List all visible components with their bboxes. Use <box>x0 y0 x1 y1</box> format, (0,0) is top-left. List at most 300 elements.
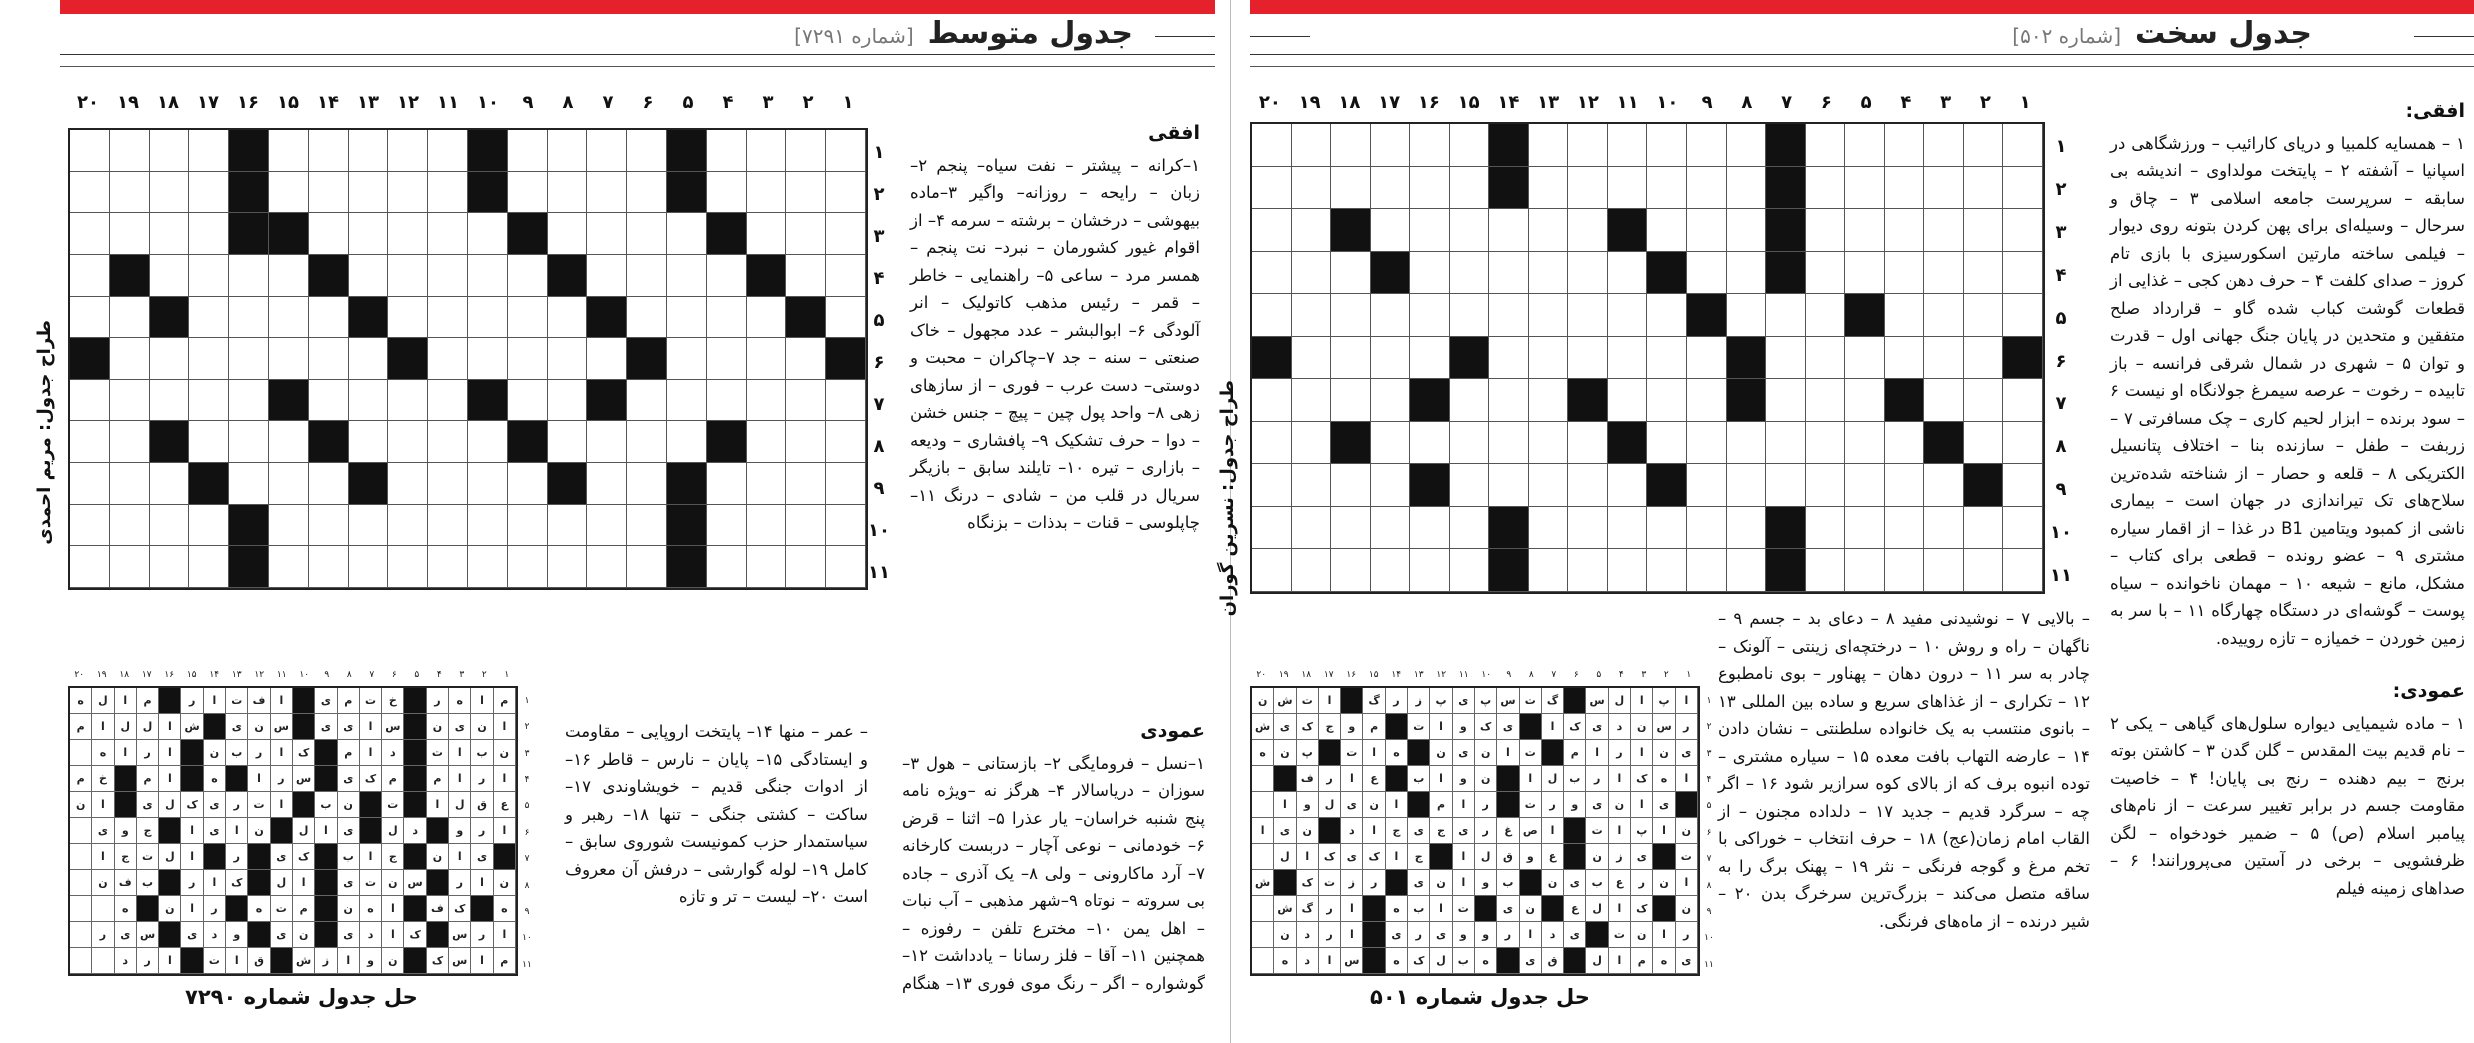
grid-cell[interactable] <box>587 463 627 505</box>
grid-cell[interactable] <box>826 505 866 547</box>
grid-cell[interactable] <box>1568 422 1608 465</box>
grid-cell[interactable] <box>747 421 787 463</box>
grid-cell[interactable] <box>1964 337 2004 380</box>
grid-cell[interactable] <box>1568 124 1608 167</box>
grid-cell[interactable] <box>269 505 309 547</box>
grid-cell[interactable] <box>1766 464 1806 507</box>
grid-cell[interactable] <box>309 172 349 214</box>
grid-cell[interactable] <box>349 130 389 172</box>
grid-cell[interactable] <box>1806 549 1846 592</box>
grid-cell[interactable] <box>786 546 826 588</box>
grid-cell[interactable] <box>508 338 548 380</box>
grid-cell[interactable] <box>1410 549 1450 592</box>
grid-cell[interactable] <box>508 546 548 588</box>
grid-cell[interactable] <box>1331 167 1371 210</box>
grid-cell[interactable] <box>1489 464 1529 507</box>
grid-cell[interactable] <box>1331 464 1371 507</box>
grid-cell[interactable] <box>1647 124 1687 167</box>
grid-cell[interactable] <box>349 421 389 463</box>
grid-cell[interactable] <box>627 255 667 297</box>
grid-cell[interactable] <box>786 172 826 214</box>
grid-cell[interactable] <box>349 380 389 422</box>
grid-cell[interactable] <box>508 505 548 547</box>
grid-cell[interactable] <box>110 338 150 380</box>
grid-cell[interactable] <box>667 213 707 255</box>
grid-cell[interactable] <box>150 213 190 255</box>
grid-cell[interactable] <box>627 297 667 339</box>
grid-cell[interactable] <box>388 380 428 422</box>
grid-cell[interactable] <box>1410 209 1450 252</box>
grid-cell[interactable] <box>508 172 548 214</box>
grid-cell[interactable] <box>1331 294 1371 337</box>
grid-cell[interactable] <box>388 297 428 339</box>
grid-cell[interactable] <box>428 297 468 339</box>
grid-cell[interactable] <box>1924 167 1964 210</box>
grid-cell[interactable] <box>1727 209 1767 252</box>
grid-cell[interactable] <box>1924 294 1964 337</box>
grid-cell[interactable] <box>548 172 588 214</box>
grid-cell[interactable] <box>1924 209 1964 252</box>
grid-cell[interactable] <box>548 505 588 547</box>
grid-cell[interactable] <box>1727 124 1767 167</box>
grid-cell[interactable] <box>548 380 588 422</box>
grid-cell[interactable] <box>707 463 747 505</box>
grid-cell[interactable] <box>1727 167 1767 210</box>
grid-cell[interactable] <box>1647 337 1687 380</box>
grid-cell[interactable] <box>70 421 110 463</box>
grid-cell[interactable] <box>428 463 468 505</box>
grid-cell[interactable] <box>1331 252 1371 295</box>
grid-cell[interactable] <box>1292 252 1332 295</box>
grid-cell[interactable] <box>189 255 229 297</box>
grid-cell[interactable] <box>309 505 349 547</box>
grid-cell[interactable] <box>587 546 627 588</box>
grid-cell[interactable] <box>1885 124 1925 167</box>
grid-cell[interactable] <box>1292 379 1332 422</box>
grid-cell[interactable] <box>229 421 269 463</box>
grid-cell[interactable] <box>1529 549 1569 592</box>
grid-cell[interactable] <box>1608 337 1648 380</box>
grid-cell[interactable] <box>627 421 667 463</box>
grid-cell[interactable] <box>1608 379 1648 422</box>
grid-cell[interactable] <box>1292 464 1332 507</box>
grid-cell[interactable] <box>548 213 588 255</box>
grid-cell[interactable] <box>627 172 667 214</box>
grid-cell[interactable] <box>1766 422 1806 465</box>
grid-cell[interactable] <box>707 130 747 172</box>
grid-cell[interactable] <box>1529 252 1569 295</box>
grid-cell[interactable] <box>388 505 428 547</box>
grid-cell[interactable] <box>70 130 110 172</box>
grid-cell[interactable] <box>269 421 309 463</box>
grid-cell[interactable] <box>786 421 826 463</box>
grid-cell[interactable] <box>707 172 747 214</box>
grid-cell[interactable] <box>1687 549 1727 592</box>
grid-cell[interactable] <box>1687 209 1727 252</box>
grid-cell[interactable] <box>786 505 826 547</box>
grid-cell[interactable] <box>1568 252 1608 295</box>
grid-cell[interactable] <box>2003 167 2043 210</box>
grid-cell[interactable] <box>707 338 747 380</box>
grid-cell[interactable] <box>110 546 150 588</box>
grid-cell[interactable] <box>1292 337 1332 380</box>
grid-cell[interactable] <box>2003 379 2043 422</box>
grid-cell[interactable] <box>1608 124 1648 167</box>
grid-cell[interactable] <box>1252 422 1292 465</box>
grid-cell[interactable] <box>1687 337 1727 380</box>
grid-cell[interactable] <box>70 297 110 339</box>
grid-cell[interactable] <box>1608 252 1648 295</box>
grid-cell[interactable] <box>229 463 269 505</box>
grid-cell[interactable] <box>1647 549 1687 592</box>
grid-cell[interactable] <box>1885 252 1925 295</box>
grid-cell[interactable] <box>349 338 389 380</box>
grid-cell[interactable] <box>2003 507 2043 550</box>
grid-cell[interactable] <box>1568 294 1608 337</box>
grid-cell[interactable] <box>627 505 667 547</box>
grid-cell[interactable] <box>1924 337 1964 380</box>
grid-cell[interactable] <box>826 130 866 172</box>
grid-cell[interactable] <box>1568 209 1608 252</box>
grid-cell[interactable] <box>1806 464 1846 507</box>
grid-cell[interactable] <box>1371 379 1411 422</box>
grid-cell[interactable] <box>309 130 349 172</box>
grid-cell[interactable] <box>1687 507 1727 550</box>
grid-cell[interactable] <box>1845 124 1885 167</box>
grid-cell[interactable] <box>1845 252 1885 295</box>
grid-cell[interactable] <box>468 505 508 547</box>
grid-cell[interactable] <box>229 297 269 339</box>
grid-cell[interactable] <box>707 380 747 422</box>
grid-cell[interactable] <box>1410 252 1450 295</box>
grid-cell[interactable] <box>309 463 349 505</box>
grid-cell[interactable] <box>1410 124 1450 167</box>
grid-cell[interactable] <box>1252 507 1292 550</box>
grid-cell[interactable] <box>1608 507 1648 550</box>
grid-cell[interactable] <box>229 380 269 422</box>
grid-cell[interactable] <box>1647 294 1687 337</box>
grid-cell[interactable] <box>1371 464 1411 507</box>
grid-cell[interactable] <box>1964 294 2004 337</box>
grid-cell[interactable] <box>1292 507 1332 550</box>
grid-cell[interactable] <box>388 546 428 588</box>
grid-cell[interactable] <box>269 463 309 505</box>
grid-cell[interactable] <box>110 297 150 339</box>
grid-cell[interactable] <box>468 421 508 463</box>
grid-cell[interactable] <box>388 421 428 463</box>
grid-cell[interactable] <box>269 297 309 339</box>
grid-cell[interactable] <box>1845 507 1885 550</box>
grid-cell[interactable] <box>269 546 309 588</box>
grid-cell[interactable] <box>1568 337 1608 380</box>
grid-cell[interactable] <box>1292 167 1332 210</box>
grid-cell[interactable] <box>1331 507 1371 550</box>
grid-cell[interactable] <box>1806 252 1846 295</box>
grid-cell[interactable] <box>587 172 627 214</box>
grid-cell[interactable] <box>1885 167 1925 210</box>
grid-cell[interactable] <box>1885 337 1925 380</box>
grid-cell[interactable] <box>1924 507 1964 550</box>
grid-cell[interactable] <box>826 546 866 588</box>
grid-cell[interactable] <box>1964 252 2004 295</box>
grid-cell[interactable] <box>1964 549 2004 592</box>
grid-cell[interactable] <box>1489 422 1529 465</box>
grid-cell[interactable] <box>1964 507 2004 550</box>
grid-cell[interactable] <box>1608 294 1648 337</box>
grid-cell[interactable] <box>189 546 229 588</box>
grid-cell[interactable] <box>1806 422 1846 465</box>
grid-cell[interactable] <box>786 255 826 297</box>
grid-cell[interactable] <box>1371 549 1411 592</box>
grid-cell[interactable] <box>70 463 110 505</box>
grid-cell[interactable] <box>627 463 667 505</box>
grid-cell[interactable] <box>150 463 190 505</box>
grid-cell[interactable] <box>1529 209 1569 252</box>
grid-cell[interactable] <box>70 546 110 588</box>
grid-cell[interactable] <box>1252 252 1292 295</box>
grid-cell[interactable] <box>826 463 866 505</box>
grid-cell[interactable] <box>508 297 548 339</box>
grid-cell[interactable] <box>1687 252 1727 295</box>
grid-cell[interactable] <box>1845 549 1885 592</box>
grid-cell[interactable] <box>1885 507 1925 550</box>
grid-cell[interactable] <box>747 463 787 505</box>
grid-cell[interactable] <box>110 421 150 463</box>
grid-cell[interactable] <box>1489 252 1529 295</box>
grid-cell[interactable] <box>70 505 110 547</box>
grid-cell[interactable] <box>1410 507 1450 550</box>
grid-cell[interactable] <box>1529 294 1569 337</box>
grid-cell[interactable] <box>747 546 787 588</box>
grid-cell[interactable] <box>1727 507 1767 550</box>
grid-cell[interactable] <box>1885 209 1925 252</box>
grid-cell[interactable] <box>70 380 110 422</box>
grid-cell[interactable] <box>150 380 190 422</box>
grid-cell[interactable] <box>150 172 190 214</box>
grid-cell[interactable] <box>349 546 389 588</box>
grid-cell[interactable] <box>587 338 627 380</box>
grid-cell[interactable] <box>309 338 349 380</box>
grid-cell[interactable] <box>269 130 309 172</box>
grid-cell[interactable] <box>1647 422 1687 465</box>
grid-cell[interactable] <box>1292 549 1332 592</box>
grid-cell[interactable] <box>1687 167 1727 210</box>
grid-cell[interactable] <box>1885 549 1925 592</box>
grid-cell[interactable] <box>189 130 229 172</box>
grid-cell[interactable] <box>747 172 787 214</box>
grid-cell[interactable] <box>1450 549 1490 592</box>
grid-cell[interactable] <box>1727 294 1767 337</box>
grid-cell[interactable] <box>1489 379 1529 422</box>
grid-cell[interactable] <box>1647 507 1687 550</box>
grid-cell[interactable] <box>1450 209 1490 252</box>
grid-cell[interactable] <box>309 213 349 255</box>
grid-cell[interactable] <box>1647 209 1687 252</box>
grid-cell[interactable] <box>468 338 508 380</box>
grid-cell[interactable] <box>428 338 468 380</box>
grid-cell[interactable] <box>1727 422 1767 465</box>
grid-cell[interactable] <box>189 213 229 255</box>
grid-cell[interactable] <box>388 172 428 214</box>
grid-cell[interactable] <box>1331 549 1371 592</box>
grid-cell[interactable] <box>587 505 627 547</box>
grid-cell[interactable] <box>428 130 468 172</box>
grid-cell[interactable] <box>1964 379 2004 422</box>
grid-cell[interactable] <box>1885 422 1925 465</box>
grid-cell[interactable] <box>1529 337 1569 380</box>
grid-cell[interactable] <box>1845 379 1885 422</box>
grid-cell[interactable] <box>2003 464 2043 507</box>
grid-cell[interactable] <box>1410 167 1450 210</box>
grid-cell[interactable] <box>587 130 627 172</box>
grid-cell[interactable] <box>1331 379 1371 422</box>
grid-cell[interactable] <box>1845 167 1885 210</box>
grid-cell[interactable] <box>309 546 349 588</box>
grid-cell[interactable] <box>2003 422 2043 465</box>
grid-cell[interactable] <box>786 130 826 172</box>
grid-cell[interactable] <box>667 297 707 339</box>
grid-cell[interactable] <box>1806 167 1846 210</box>
grid-cell[interactable] <box>826 213 866 255</box>
grid-cell[interactable] <box>1766 337 1806 380</box>
grid-cell[interactable] <box>229 338 269 380</box>
grid-cell[interactable] <box>826 297 866 339</box>
grid-cell[interactable] <box>1410 294 1450 337</box>
grid-cell[interactable] <box>189 172 229 214</box>
grid-cell[interactable] <box>1252 124 1292 167</box>
grid-cell[interactable] <box>548 338 588 380</box>
grid-cell[interactable] <box>1252 167 1292 210</box>
grid-cell[interactable] <box>468 297 508 339</box>
grid-cell[interactable] <box>388 463 428 505</box>
grid-cell[interactable] <box>747 130 787 172</box>
grid-cell[interactable] <box>508 130 548 172</box>
grid-cell[interactable] <box>229 255 269 297</box>
grid-cell[interactable] <box>587 213 627 255</box>
grid-cell[interactable] <box>150 255 190 297</box>
grid-cell[interactable] <box>1450 252 1490 295</box>
grid-cell[interactable] <box>1371 294 1411 337</box>
grid-cell[interactable] <box>508 255 548 297</box>
grid-cell[interactable] <box>1292 422 1332 465</box>
grid-cell[interactable] <box>1292 294 1332 337</box>
grid-cell[interactable] <box>1371 422 1411 465</box>
grid-cell[interactable] <box>1727 464 1767 507</box>
grid-cell[interactable] <box>786 213 826 255</box>
grid-cell[interactable] <box>1252 294 1292 337</box>
grid-cell[interactable] <box>707 546 747 588</box>
grid-cell[interactable] <box>1964 422 2004 465</box>
grid-cell[interactable] <box>110 505 150 547</box>
grid-cell[interactable] <box>70 172 110 214</box>
grid-cell[interactable] <box>1529 124 1569 167</box>
grid-cell[interactable] <box>428 421 468 463</box>
grid-cell[interactable] <box>548 421 588 463</box>
grid-cell[interactable] <box>1845 337 1885 380</box>
grid-cell[interactable] <box>707 505 747 547</box>
grid-cell[interactable] <box>70 213 110 255</box>
grid-cell[interactable] <box>1687 124 1727 167</box>
grid-cell[interactable] <box>747 338 787 380</box>
grid-cell[interactable] <box>1410 422 1450 465</box>
grid-cell[interactable] <box>627 130 667 172</box>
grid-cell[interactable] <box>349 172 389 214</box>
grid-cell[interactable] <box>1964 124 2004 167</box>
grid-cell[interactable] <box>1766 294 1806 337</box>
grid-cell[interactable] <box>110 130 150 172</box>
grid-cell[interactable] <box>826 380 866 422</box>
grid-cell[interactable] <box>1845 209 1885 252</box>
grid-cell[interactable] <box>786 463 826 505</box>
grid-cell[interactable] <box>349 505 389 547</box>
grid-cell[interactable] <box>110 380 150 422</box>
grid-cell[interactable] <box>1331 337 1371 380</box>
grid-cell[interactable] <box>627 380 667 422</box>
grid-cell[interactable] <box>349 213 389 255</box>
grid-cell[interactable] <box>1924 379 1964 422</box>
grid-cell[interactable] <box>468 255 508 297</box>
grid-cell[interactable] <box>150 130 190 172</box>
grid-cell[interactable] <box>826 421 866 463</box>
grid-cell[interactable] <box>468 463 508 505</box>
grid-cell[interactable] <box>428 546 468 588</box>
grid-cell[interactable] <box>468 546 508 588</box>
grid-cell[interactable] <box>1845 464 1885 507</box>
grid-cell[interactable] <box>667 338 707 380</box>
grid-cell[interactable] <box>428 172 468 214</box>
grid-cell[interactable] <box>747 380 787 422</box>
grid-cell[interactable] <box>548 546 588 588</box>
grid-cell[interactable] <box>1450 507 1490 550</box>
grid-cell[interactable] <box>309 297 349 339</box>
grid-cell[interactable] <box>1727 252 1767 295</box>
crossword-grid[interactable] <box>68 128 868 590</box>
grid-cell[interactable] <box>1371 124 1411 167</box>
grid-cell[interactable] <box>428 505 468 547</box>
grid-cell[interactable] <box>1489 337 1529 380</box>
grid-cell[interactable] <box>627 213 667 255</box>
grid-cell[interactable] <box>1647 167 1687 210</box>
grid-cell[interactable] <box>1371 167 1411 210</box>
grid-cell[interactable] <box>189 505 229 547</box>
grid-cell[interactable] <box>786 338 826 380</box>
grid-cell[interactable] <box>269 172 309 214</box>
grid-cell[interactable] <box>189 338 229 380</box>
grid-cell[interactable] <box>1252 464 1292 507</box>
grid-cell[interactable] <box>826 172 866 214</box>
grid-cell[interactable] <box>2003 294 2043 337</box>
grid-cell[interactable] <box>150 546 190 588</box>
grid-cell[interactable] <box>269 255 309 297</box>
grid-cell[interactable] <box>2003 252 2043 295</box>
grid-cell[interactable] <box>1529 167 1569 210</box>
grid-cell[interactable] <box>1806 337 1846 380</box>
grid-cell[interactable] <box>1568 549 1608 592</box>
grid-cell[interactable] <box>1252 379 1292 422</box>
grid-cell[interactable] <box>1529 464 1569 507</box>
grid-cell[interactable] <box>1806 124 1846 167</box>
grid-cell[interactable] <box>1450 379 1490 422</box>
grid-cell[interactable] <box>388 130 428 172</box>
grid-cell[interactable] <box>150 505 190 547</box>
grid-cell[interactable] <box>2003 209 2043 252</box>
grid-cell[interactable] <box>1292 124 1332 167</box>
grid-cell[interactable] <box>428 380 468 422</box>
grid-cell[interactable] <box>468 213 508 255</box>
grid-cell[interactable] <box>826 255 866 297</box>
grid-cell[interactable] <box>707 297 747 339</box>
grid-cell[interactable] <box>1964 167 2004 210</box>
